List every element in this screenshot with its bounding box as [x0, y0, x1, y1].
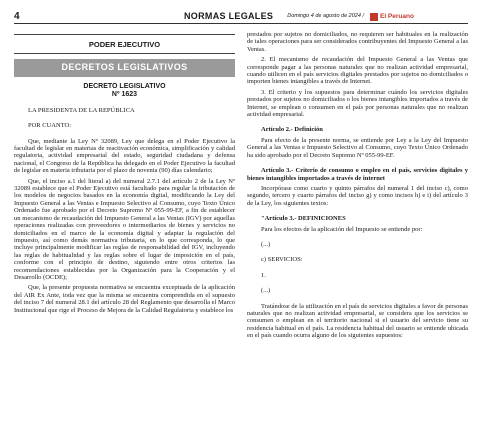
decree-title-line: DECRETO LEGISLATIVO [83, 82, 166, 90]
issue-date: Domingo 4 de agosto de 2024 / [287, 12, 364, 19]
paragraph: 3. El criterio y los supuestos para determinar cuándo los servicios digitales prestados por sujetos no domiciliados o los bienes intangibles importados a través de Internet, se emplean o consumen en el país por personas naturales que no realizan actividad empresarial. [247, 88, 468, 119]
paragraph: Tratándose de la utilización en el país de servicios digitales a favor de personas naturales que no realizan actividad empresarial, se considera que los servicios se consumen o emplean en el territorio nacional si el usuario del servicio tiene su residencia habitual en el país. La residencia habitual del usuario se entiende ubicada en el país cuando ocurra alguno de los siguientes supuestos: [247, 302, 468, 340]
newspaper-name: El Peruano [379, 12, 414, 20]
president-line: LA PRESIDENTA DE LA REPÚBLICA [28, 106, 135, 114]
ellipsis: (...) [261, 287, 271, 295]
paragraph: Para los efectos de la aplicación del Impuesto se entiende por: [261, 225, 423, 233]
page-number: 4 [14, 10, 20, 22]
quoted-article-heading: "Artículo 3.- DEFINICIONES [261, 215, 346, 223]
decree-number: Nº 1623 [111, 90, 138, 98]
paragraph: prestados por sujetos no domiciliados, no requieren ser habituales en la realización de tales operaciones para ser considerados contribuyentes del Impuesto General a las Ventas. [247, 31, 468, 53]
logo-icon [370, 13, 378, 21]
publication-name: NORMAS LEGALES [184, 10, 274, 21]
left-column [14, 28, 235, 340]
section-heading: PODER EJECUTIVO [14, 34, 235, 54]
por-cuanto: POR CUANTO: [28, 122, 72, 130]
decree-title [14, 83, 235, 99]
ellipsis: (...) [261, 240, 271, 248]
subsection-label: c) SERVICIOS: [261, 256, 303, 264]
section-banner: DECRETOS LEGISLATIVOS [14, 59, 235, 76]
paragraph: Incorpórase como cuarto y quinto párrafos del numeral 1 del inciso c), como segundo, tercero y cuarto párrafos del inciso g) y como incisos h) e i) del artículo 3 de la Ley, los siguientes textos: [247, 184, 468, 207]
item-number: 1. [261, 271, 266, 279]
paragraph: Que, la presente propuesta normativa se encuentra exceptuada de la aplicación del AIR Ex Ante, toda vez que la misma se encuentra comprendida en el supuesto del inciso 7 del numeral 28.1 del artículo 28 del Reglamento que desarrolla el Marco Institucional que rige el Proceso de Mejora de la Calidad Regulatoria y establece los [14, 284, 235, 314]
article-heading: Artículo 3.- Criterio de consumo o empleo en el país, servicios digitales y bienes intangibles importados a través de internet [247, 167, 468, 182]
paragraph: Que, mediante la Ley Nº 32089, Ley que delega en el Poder Ejecutivo la facultad de legislar en materias de reactivación económica, simplificación y calidad regulatoria, actividad empresarial del estado, seguridad ciudadana y defensa nacional, el Congreso de la República ha delegado en el Poder Ejecutivo la facultad de legislar en materia tributaria por el plazo de noventa (90) días calendario; [14, 137, 235, 175]
right-column [247, 28, 468, 340]
paragraph: Que, el inciso a.1 del literal a) del numeral 2.7.1 del artículo 2 de la Ley Nº 32089 establece que el Poder Ejecutivo está facultado para regular la tributación de los modelos de negocios basados en la economía digital, modificando la Ley del Impuesto General a las Ventas e Impuesto Selectivo al Consumo, cuyo Texto Único Ordenado fue aprobado por el Decreto Supremo Nº 055-99-EF, a fin de establecer un mecanismo de recaudación del Impuesto General a las Ventas (IGV) por aquellas operaciones realizadas con proveedores o intermediarios de bienes y servicios no domiciliados en el marco de la economía digital y adaptar la regulación del impuesto, así como demás normativa tributaria, en lo que corresponda, lo que incluye principalmente modificar las reglas de responsabilidad del IGV, incluyendo las reglas de habitualidad y las reglas sobre el lugar de imposición en el país, conforme con el principio de destino, siguiendo entre otros criterios las recomendaciones establecidas por la Organización para la Cooperación y el Desarrollo (OCDE); [14, 177, 235, 281]
page-header [14, 10, 468, 24]
article-heading: Artículo 2.- Definición [261, 126, 323, 134]
newspaper-logo [370, 13, 414, 21]
paragraph: 2. El mecanismo de recaudación del Impuesto General a las Ventas que corresponde pagar a las personas naturales que no realizan actividad empresarial, cuando utilicen en el país servicios digitales prestados por sujetos no domiciliados o importen bienes intangibles a través de Internet. [247, 56, 468, 86]
paragraph: Para efecto de la presente norma, se entiende por Ley a la Ley del Impuesto General a las Ventas e Impuesto Selectivo al Consumo, cuyo Texto Único Ordenado ha sido aprobado por el Decreto Supremo Nº 055-99-EF. [247, 136, 468, 159]
